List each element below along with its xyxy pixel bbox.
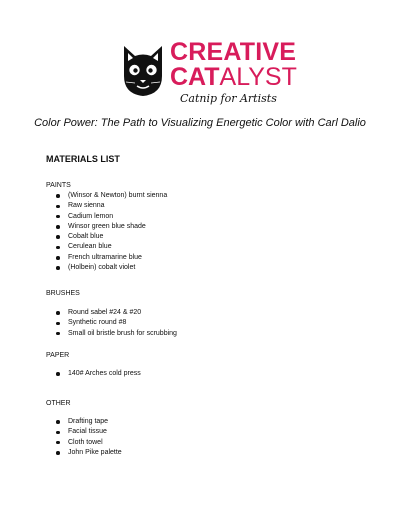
- paints-section: [46, 180, 167, 273]
- paper-section: [46, 350, 141, 379]
- bullet-icon: [56, 246, 60, 250]
- brand-line-catalyst: [170, 65, 297, 90]
- list-item: [46, 308, 177, 318]
- list-item-text: 140# Arches cold press: [68, 370, 141, 377]
- section-label: PAPER: [46, 352, 70, 359]
- list-item-text: Synthetic round #8: [68, 319, 127, 327]
- brand-tagline: Catnip for Artists: [180, 92, 277, 105]
- other-section: [46, 398, 122, 458]
- list-item-text: Raw sienna: [68, 202, 105, 210]
- brushes-section: [46, 288, 177, 339]
- list-item-text: Small oil bristle brush for scrubbing: [68, 329, 177, 337]
- list-item: [46, 369, 141, 379]
- list-item: [46, 329, 177, 339]
- list-item-text: French ultramarine blue: [68, 253, 142, 261]
- section-label: BRUSHES: [46, 290, 80, 297]
- bullet-icon: [56, 266, 60, 270]
- list-item-text: Cobalt blue: [68, 233, 104, 241]
- list-item: [46, 253, 167, 263]
- list-item: [46, 438, 122, 448]
- brand-cat: CAT: [170, 63, 220, 91]
- list-item: [46, 201, 167, 211]
- list-item: [46, 448, 122, 458]
- brand-alyst: ALYST: [219, 63, 297, 91]
- document-title: Color Power: The Path to Visualizing Energetic Color with Carl Dalio: [34, 117, 366, 129]
- list-item-text: Cadium lemon: [68, 212, 114, 220]
- list-item: [46, 417, 122, 427]
- list-item-text: Cerulean blue: [68, 243, 112, 251]
- bullet-icon: [56, 451, 60, 455]
- list-item-text: (Winsor & Newton) burnt sienna: [68, 192, 168, 199]
- other-list: [46, 417, 122, 458]
- list-item-text: Round sabel #24 & #20: [68, 309, 142, 316]
- bullet-icon: [56, 431, 60, 435]
- list-item-text: Facial tissue: [68, 428, 107, 436]
- list-item: [46, 191, 167, 201]
- list-item-text: Drafting tape: [68, 418, 109, 425]
- bullet-icon: [56, 235, 60, 239]
- bullet-icon: [56, 215, 60, 219]
- list-item-text: John Pike palette: [68, 448, 122, 456]
- cat-with-glasses-icon: [120, 44, 166, 98]
- list-item-text: Winsor green blue shade: [68, 222, 146, 230]
- section-label: OTHER: [46, 400, 71, 407]
- bullet-icon: [56, 420, 60, 424]
- list-item: [46, 242, 167, 252]
- bullet-icon: [56, 311, 60, 315]
- brushes-list: [46, 308, 177, 339]
- bullet-icon: [56, 194, 60, 198]
- list-item: [46, 427, 122, 437]
- brand-wordmark: [170, 40, 297, 105]
- materials-list-heading: MATERIALS LIST: [46, 154, 120, 164]
- paper-list: [46, 369, 141, 379]
- list-item: [46, 263, 167, 273]
- brand-line-creative: CREATIVE: [170, 38, 297, 66]
- bullet-icon: [56, 372, 60, 376]
- bullet-icon: [56, 332, 60, 336]
- bullet-icon: [56, 322, 60, 326]
- bullet-icon: [56, 256, 60, 260]
- list-item: [46, 222, 167, 232]
- list-item-text: Cloth towel: [68, 438, 103, 446]
- list-item: [46, 212, 167, 222]
- list-item-text: (Holbein) cobalt violet: [68, 264, 136, 272]
- bullet-icon: [56, 225, 60, 229]
- paints-list: [46, 191, 167, 273]
- bullet-icon: [56, 441, 60, 445]
- list-item: [46, 318, 177, 328]
- creative-catalyst-logo: [120, 38, 297, 110]
- bullet-icon: [56, 205, 60, 209]
- section-label: PAINTS: [46, 182, 71, 189]
- list-item: [46, 232, 167, 242]
